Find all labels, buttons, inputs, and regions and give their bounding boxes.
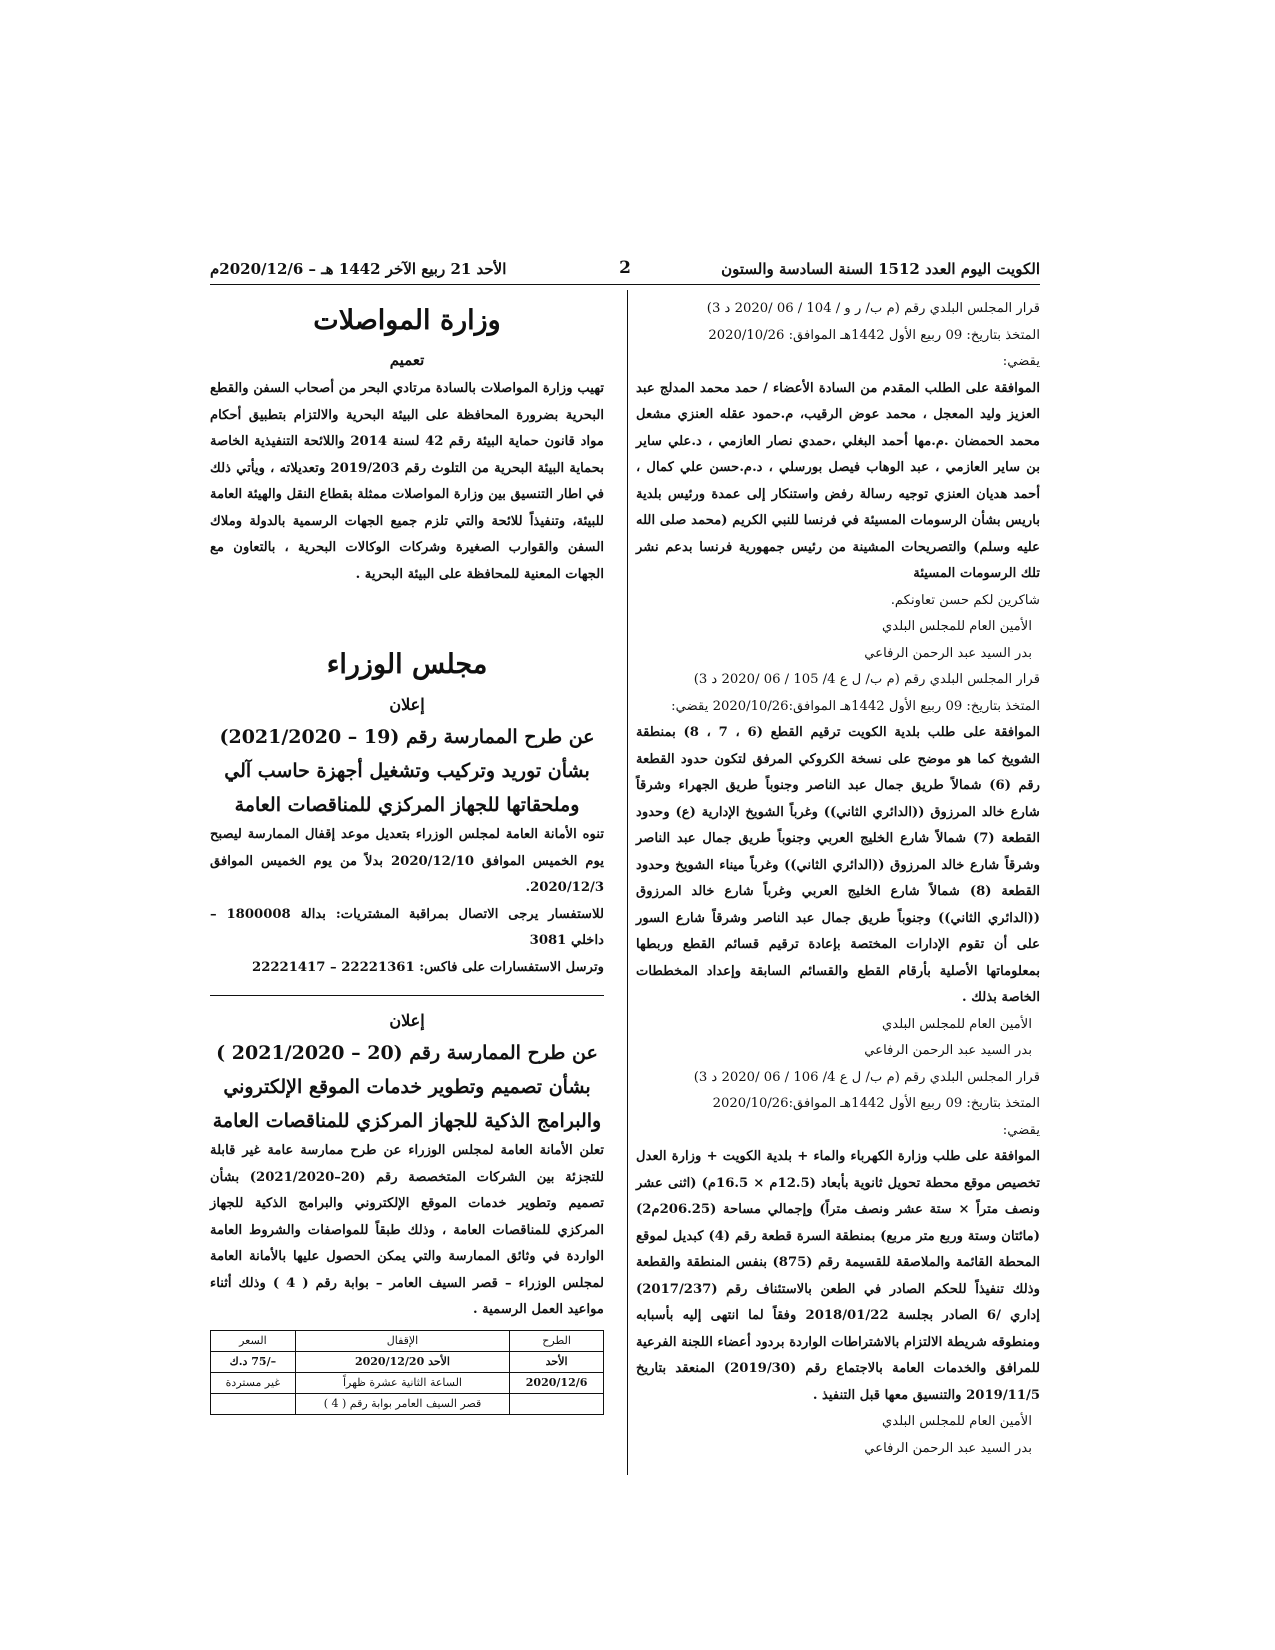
header-date: الأحد 21 ربيع الآخر 1442 هـ – 2020/12/6م [210,260,507,278]
decision-date-line: المتخذ بتاريخ: 09 ربيع الأول 1442هـ الموافق: 2020/10/26 [708,327,1040,343]
table-cell: الأحد [510,1351,604,1372]
header-rule [210,284,1040,285]
decision-ruling-label: يقضي: [1002,1122,1040,1138]
tender-title-line: عن طرح الممارسة رقم (19 – 2021/2020) [219,726,595,748]
table-cell [510,1393,604,1414]
decision-104 [636,296,1040,667]
table-cell: الأحد 2020/12/20 [295,1351,509,1372]
header-issue: الكويت اليوم العدد 1512 السنة السادسة والستون [721,260,1040,278]
table-cell: غير مستردة [211,1372,296,1393]
tender-fax: وترسل الاستفسارات على فاكس: 22221361 – 22221417 [252,959,604,975]
table-row [211,1393,604,1414]
decision-date-line: المتخذ بتاريخ: 09 ربيع الأول 1442هـ الموافق:2020/10/26 يقضي: [671,698,1040,714]
decision-body: الموافقة على طلب بلدية الكويت ترقيم القطع (6 ، 7 ، 8) بمنطقة الشويخ كما هو موضح على نسخة الكروكي المرفق لتكون حدود القطعة رقم (6) شمالاً طريق جمال عبد الناصر وجنوباً طريق الجهراء وشرقاً شارع خالد المرزوق ((الدائري الثاني)) وغرباً الشويخ الإدارية (ع) وحدود القطعة (7) شمالاً شارع الخليج العربي وجنوباً طريق جمال عبد الناصر وشرقاً شارع خالد المرزوق ((الدائري الثاني)) وغرباً ميناء الشويخ وحدود القطعة (8) شمالاً شارع الخليج العربي وغرباً شارع خالد المرزوق ((الدائري الثاني)) وجنوباً طريق جمال عبد الناصر وشرقاً شارع السور على أن تقوم الإدارات المختصة بإعادة ترقيم قسائم القطع وربطها بمعلوماتها الأصلية بأرقام القطع والقسائم السابقة وإعداد المخططات الخاصة بذلك . [636,725,1040,1005]
council-section [210,648,604,1415]
right-column [636,296,1040,1462]
page-header [210,258,1040,284]
decision-body: الموافقة على طلب وزارة الكهرباء والماء + بلدية الكويت + وزارة العدل تخصيص موقع محطة تحويل ثانوية بأبعاد (12.5م × 16.5م) (اثنى عشر ونصف متراً × ستة عشر ونصف متراً) وإجمالي مساحة (206.25م2) (مائتان وستة وربع متر مربع) بمنطقة السرة قطعة رقم (4) كبديل لموقع المحطة القائمة والملاصقة للقسيمة رقم (875) بنفس المنطقة والقطعة وذلك تنفيذاً للحكم الصادر في الطعن بالاستئناف رقم (2017/237) إداري /6 الصادر بجلسة 2018/01/22 وفقاً لما انتهى إليه بأسبابه ومنطوقه شريطة الالتزام بالاشتراطات الواردة بردود أعضاء اللجنة الفرعية للمرافق والخدمات العامة بالاجتماع رقم (2019/30) المنعقد بتاريخ 2019/11/5 والتنسيق معها قبل التنفيذ . [636,1149,1041,1403]
tender-body: تنوه الأمانة العامة لمجلس الوزراء بتعديل موعد إقفال الممارسة ليصبح يوم الخميس الموافق 2020/12/10 بدلاً من يوم الخميس الموافق 2020/12/3. [210,827,604,895]
table-cell: –/75 د.ك [211,1351,296,1372]
announcement-label: إعلان [389,1011,425,1030]
decision-date-line: المتخذ بتاريخ: 09 ربيع الأول 1442هـ الموافق:2020/10/26 [712,1096,1040,1111]
decision-heading-line: قرار المجلس البلدي رقم (م ب/ ل ع 4/ 106 / 06 /2020 د 3) [693,1069,1040,1085]
tender-title-line: بشأن توريد وتركيب وتشغيل أجهزة حاسب آلي [224,760,590,782]
ministry-title: وزارة المواصلات [313,305,501,336]
table-header-row [211,1330,604,1351]
tender-title-line: وملحقاتها للجهاز المركزي للمناقصات العامة [234,794,580,816]
spacer [210,588,604,640]
table-header: السعر [211,1330,296,1351]
table-header: الطرح [510,1330,604,1351]
signature-name: بدر السيد عبد الرحمن الرفاعي [864,645,1032,661]
tender-title-line: والبرامج الذكية للجهاز المركزي للمناقصات العامة [212,1110,602,1132]
tender-title-line: بشأن تصميم وتطوير خدمات الموقع الإلكتروني [223,1076,591,1098]
decision-105 [636,667,1040,1065]
announcement-label: إعلان [389,695,425,714]
table-row [211,1372,604,1393]
council-title: مجلس الوزراء [326,649,488,680]
table-cell [211,1393,296,1414]
signature-title: الأمين العام للمجلس البلدي [881,1016,1032,1032]
table-row [211,1351,604,1372]
ministry-section [210,304,604,588]
signature-name: بدر السيد عبد الرحمن الرفاعي [864,1043,1032,1058]
section-rule [210,995,604,996]
column-divider [627,290,628,1475]
signature-title: الأمين العام للمجلس البلدي [881,619,1032,634]
table-header: الإقفال [295,1330,509,1351]
left-column [210,296,604,1415]
table-cell: الساعة الثانية عشرة ظهراً [295,1372,509,1393]
tender-body: تعلن الأمانة العامة لمجلس الوزراء عن طرح ممارسة عامة غير قابلة للتجزئة بين الشركات المتخصصة رقم (20–2021/2020) بشأن تصميم وتطوير خدمات الموقع الإلكتروني والبرامج الذكية للجهاز المركزي للمناقصات العامة ، وذلك طبقاً للمواصفات والشروط العامة الواردة في وثائق الممارسة والتي يمكن الحصول عليها بالأمانة العامة لمجلس الوزراء – قصر السيف العامر – بوابة رقم ( 4 ) وذلك أثناء مواعيد العمل الرسمية . [210,1143,604,1317]
circular-label: تعميم [389,351,425,369]
tender-contact: للاستفسار يرجى الاتصال بمراقبة المشتريات: بدالة 1800008 – داخلي 3081 [210,906,604,948]
decision-body: الموافقة على الطلب المقدم من السادة الأعضاء / حمد محمد المدلج عبد العزيز وليد المعجل ، محمد عوض الرقيب، م.حمود عقله العنزي مشعل محمد الحمضان .م.مها أحمد البغلي ،حمدي نصار العازمي ، د.علي ساير بن ساير العازمي ، عبد الوهاب فيصل بورسلي ، د.م.حسن علي كمال ، أحمد هديان العنزي توجيه رسالة رفض واستنكار إلى عمدة ورئيس بلدية باريس بشأن الرسومات المسيئة في فرنسا للنبي الكريم (محمد صلى الله عليه وسلم) والتصريحات المشينة من رئيس جمهورية فرنسا بدعم نشر تلك الرسومات المسيئة [636,380,1040,581]
table-cell: 2020/12/6 [510,1372,604,1393]
decision-106 [636,1065,1040,1463]
decision-ruling-label: يقضي: [1002,354,1040,369]
page-number: 2 [619,258,631,278]
decision-heading-line: قرار المجلس البلدي رقم (م ب/ ل ع 4/ 105 / 06 /2020 د 3) [693,672,1040,687]
tender-title-line: عن طرح الممارسة رقم (20 – 2021/2020 ) [216,1042,598,1064]
tender-table [210,1330,604,1415]
circular-body: تهيب وزارة المواصلات بالسادة مرتادي البحر من أصحاب السفن والقطع البحرية بضرورة المحافظة على البيئة البحرية والالتزام بتطبيق أحكام مواد قانون حماية البيئة رقم 42 لسنة 2014 واللائحة التنفيذية الخاصة بحماية البيئة البحرية من التلوث رقم 2019/203 وتعديلاته ، ويأتي ذلك في اطار التنسيق بين وزارة المواصلات ممثلة بقطاع النقل والهيئة العامة للبيئة، وتنفيذاً للائحة والتي تلزم جميع الجهات الرسمية بالدولة وملاك السفن والقوارب الصغيرة وشركات الوكالات البحرية ، بالتعاون مع الجهات المعنية للمحافظة على البيئة البحرية . [210,381,604,582]
table-cell: قصر السيف العامر بوابة رقم ( 4 ) [295,1393,509,1414]
signature-title: الأمين العام للمجلس البلدي [881,1414,1032,1429]
decision-heading-line: قرار المجلس البلدي رقم (م ب/ ر و / 104 / 06 /2020 د 3) [706,301,1040,316]
decision-closing: شاكرين لكم حسن تعاونكم. [890,592,1040,608]
signature-name: بدر السيد عبد الرحمن الرفاعي [864,1440,1032,1456]
